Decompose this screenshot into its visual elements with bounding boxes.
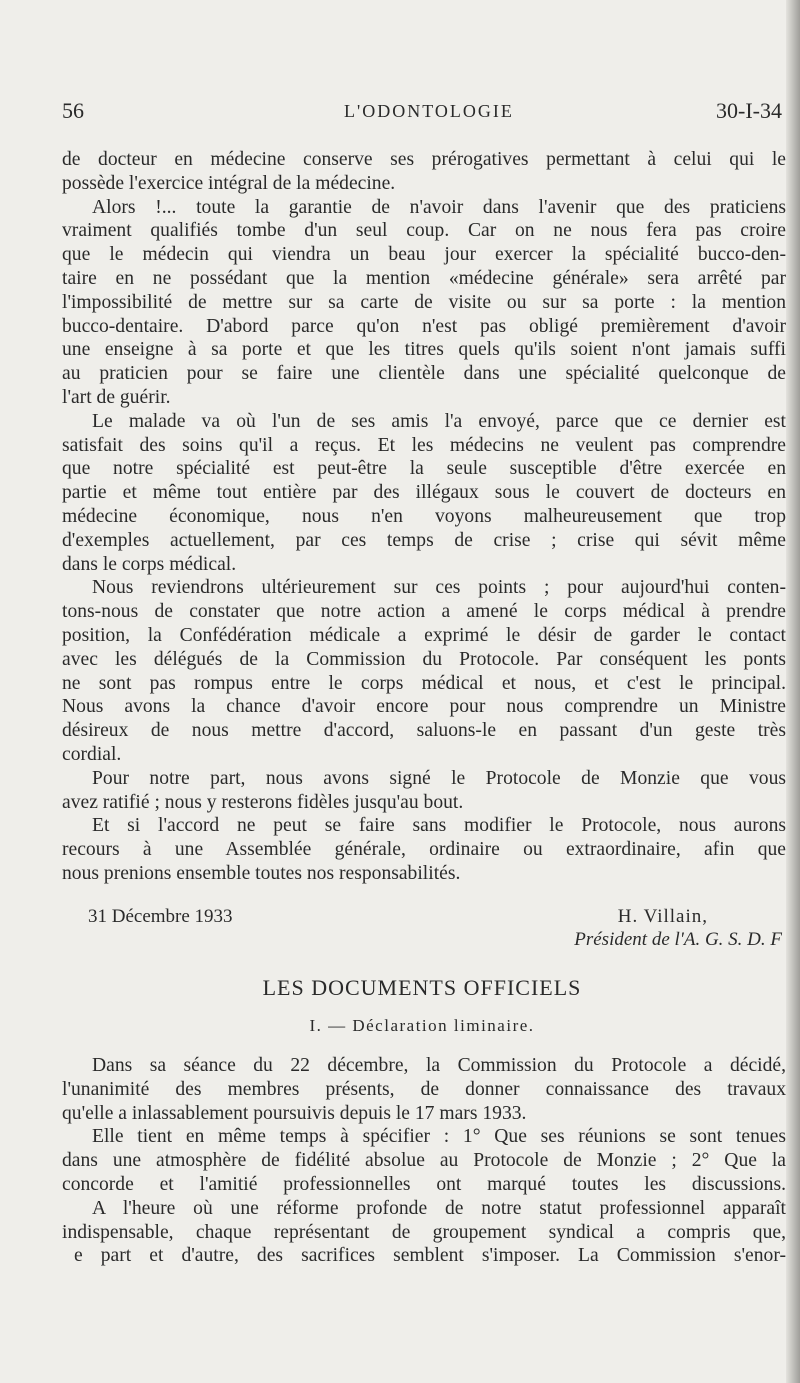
issue-date: 30-I-34 <box>716 98 782 123</box>
text-line: une enseigne à sa porte et que les titres quels qu'ils soient n'ont jamais suffi <box>62 339 786 361</box>
text-line: possède l'exercice intégral de la médecine. <box>62 172 396 194</box>
text-line: taire en ne possédant que la mention «médecine générale» sera arrêté par <box>62 267 786 289</box>
text-line: Nous avons la chance d'avoir encore pour nous comprendre un Ministre <box>62 696 786 718</box>
text-line: que notre spécialité est peut-être la seule susceptible d'être exercée en <box>62 458 786 480</box>
text-line: partie et même tout entière par des illégaux sous le couvert de docteurs en <box>62 482 786 504</box>
article-body <box>62 148 786 886</box>
text-line: nous prenions ensemble toutes nos responsabilités. <box>62 862 461 884</box>
text-line: Elle tient en même temps à spécifier : 1° Que ses réunions se sont tenues <box>92 1126 786 1148</box>
text-line: indispensable, chaque représentant de groupement syndical a compris que, <box>62 1221 786 1243</box>
text-line: l'impossibilité de mettre sur sa carte de visite ou sur sa porte : la mention <box>62 291 786 313</box>
text-line: vraiment qualifiés tombe d'un seul coup. Car on ne nous fera pas croire <box>62 220 786 242</box>
text-line: Dans sa séance du 22 décembre, la Commission du Protocole a décidé, <box>92 1055 786 1076</box>
text-line: Nous reviendrons ultérieurement sur ces points ; pour aujourd'hui conten- <box>92 577 786 599</box>
section-subtitle: I. — Déclaration liminaire. <box>309 1016 535 1035</box>
text-line: avez ratifié ; nous y resterons fidèles jusqu'au bout. <box>62 791 464 813</box>
text-line: Pour notre part, nous avons signé le Protocole de Monzie que vous <box>92 767 786 789</box>
declaration-body <box>62 1054 786 1268</box>
text-line: d'exemples actuellement, par ces temps de crise ; crise qui sévit même <box>62 529 786 551</box>
text-line: au praticien pour se faire une clientèle dans une spécialité quelconque de <box>62 363 786 385</box>
text-line: satisfait des soins qu'il a reçus. Et les médecins ne veulent pas comprendre <box>62 434 786 456</box>
text-line: avec les délégués de la Commission du Protocole. Par conséquent les ponts <box>62 648 786 670</box>
text-line: dans une atmosphère de fidélité absolue au Protocole de Monzie ; 2° Que la <box>62 1150 786 1172</box>
text-line: A l'heure où une réforme profonde de notre statut professionnel apparaît <box>92 1197 786 1219</box>
text-line: e part et d'autre, des sacrifices semblent s'imposer. La Commission s'enor- <box>74 1245 786 1267</box>
text-line: ne sont pas rompus entre le corps médical et nous, et c'est le principal. <box>62 672 786 694</box>
text-line: qu'elle a inlassablement poursuivis depuis le 17 mars 1933. <box>62 1102 527 1124</box>
section-title: LES DOCUMENTS OFFICIELS <box>262 975 582 1000</box>
text-line: Le malade va où l'un de ses amis l'a envoyé, parce que ce dernier est <box>92 410 786 432</box>
text-line: concorde et l'amitié professionnelles ont marqué toutes les discussions. <box>62 1173 786 1195</box>
text-line: l'art de guérir. <box>62 386 171 408</box>
text-line: cordial. <box>62 743 122 765</box>
text-line: désireux de nous mettre d'accord, saluons-le en passant d'un geste très <box>62 720 786 742</box>
running-title: L'ODONTOLOGIE <box>344 101 514 121</box>
signature-title: Président de l'A. G. S. D. F <box>574 929 782 950</box>
page-number: 56 <box>62 98 84 123</box>
text-line: tons-nous de constater que notre action a amené le corps médical à prendre <box>62 601 786 623</box>
signature-name: H. Villain, <box>617 906 708 927</box>
text-line: de docteur en médecine conserve ses prérogatives permettant à celui qui le <box>62 149 786 170</box>
page-edge-shadow <box>786 0 800 1383</box>
running-header <box>62 98 782 128</box>
text-line: dans le corps médical. <box>62 553 237 575</box>
text-line: que le médecin qui viendra un beau jour exercer la spécialité bucco-den- <box>62 244 786 266</box>
text-line: Et si l'accord ne peut se faire sans modifier le Protocole, nous aurons <box>92 815 786 837</box>
text-line: médecine économique, nous n'en voyons malheureusement que trop <box>62 505 786 527</box>
text-line: bucco-dentaire. D'abord parce qu'on n'est pas obligé premièrement d'avoir <box>62 315 786 337</box>
signature-date: 31 Décembre 1933 <box>88 906 233 927</box>
text-line: Alors !... toute la garantie de n'avoir dans l'avenir que des praticiens <box>92 196 786 218</box>
text-line: recours à une Assemblée générale, ordinaire ou extraordinaire, afin que <box>62 839 786 861</box>
text-line: l'unanimité des membres présents, de donner connaissance des travaux <box>62 1078 786 1100</box>
text-line: position, la Confédération médicale a exprimé le désir de garder le contact <box>62 624 786 646</box>
